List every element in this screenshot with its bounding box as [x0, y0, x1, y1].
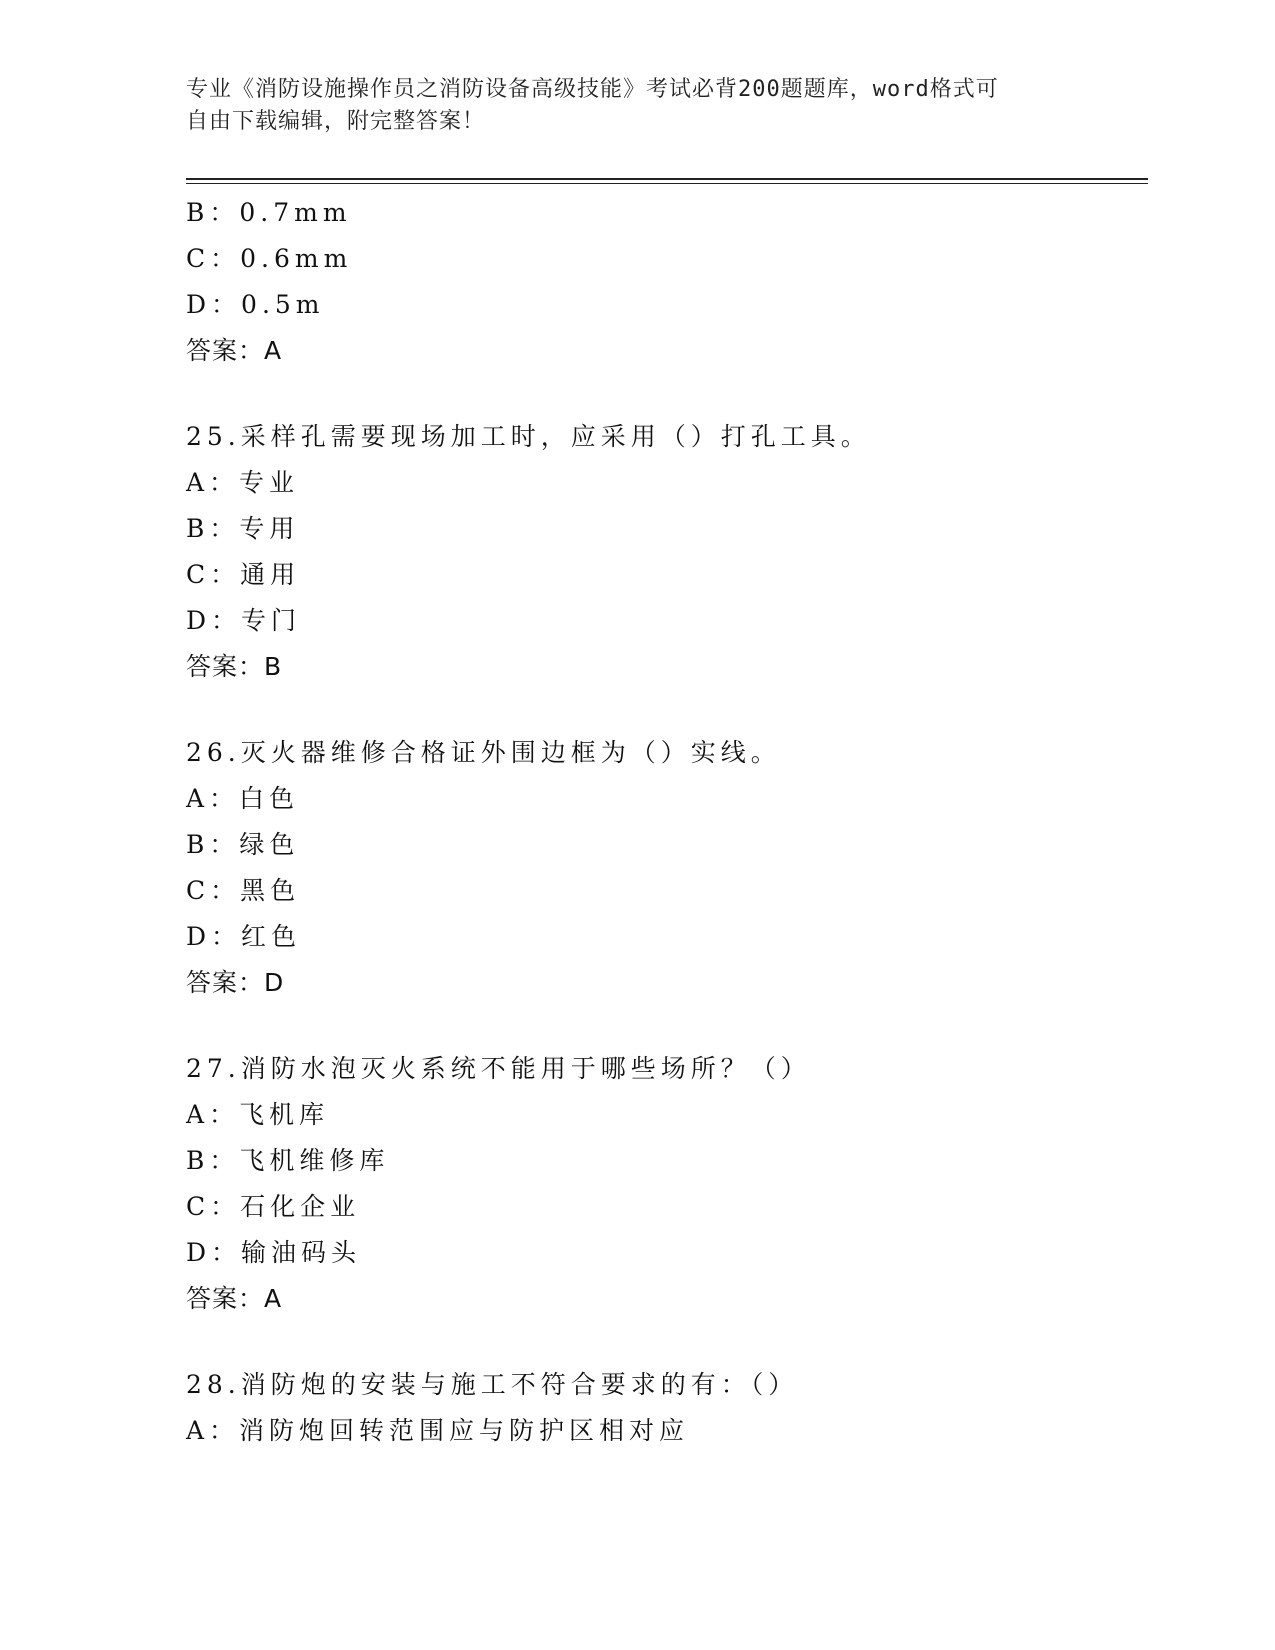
question-25	[186, 414, 1146, 690]
option-c: C：通用	[186, 560, 301, 589]
question-list	[186, 190, 1146, 1454]
page-header	[186, 74, 1066, 138]
question-27	[186, 1046, 1146, 1322]
answer: 答案：A	[186, 336, 283, 365]
option-d: D：红色	[186, 922, 302, 951]
answer: 答案：D	[186, 968, 285, 997]
header-divider-thick	[186, 178, 1148, 180]
option-c: C：0.6mm	[186, 244, 353, 273]
header-divider-thin	[186, 183, 1148, 184]
question-24-continuation	[186, 190, 1146, 374]
option-d: D：0.5m	[186, 290, 325, 319]
option-a: A：专业	[186, 468, 300, 497]
option-d: D：输油码头	[186, 1238, 362, 1267]
question-text: 27.消防水泡灭火系统不能用于哪些场所？（）	[186, 1054, 811, 1083]
option-b: B：绿色	[186, 830, 300, 859]
question-26	[186, 730, 1146, 1006]
option-b: B：0.7mm	[186, 198, 352, 227]
answer: 答案：A	[186, 1284, 283, 1313]
option-c: C：石化企业	[186, 1192, 361, 1221]
option-a: A：消防炮回转范围应与防护区相对应	[186, 1416, 690, 1445]
option-d: D：专门	[186, 606, 302, 635]
option-b: B：飞机维修库	[186, 1146, 390, 1175]
option-c: C：黑色	[186, 876, 301, 905]
option-a: A：白色	[186, 784, 300, 813]
question-28	[186, 1362, 1146, 1454]
question-text: 26.灭火器维修合格证外围边框为（）实线。	[186, 738, 781, 767]
header-line-1: 专业《消防设施操作员之消防设备高级技能》考试必背200题题库，word格式可	[186, 77, 999, 102]
option-a: A：飞机库	[186, 1100, 330, 1129]
question-text: 28.消防炮的安装与施工不符合要求的有：（）	[186, 1370, 799, 1399]
answer: 答案：B	[186, 652, 283, 681]
option-b: B：专用	[186, 514, 300, 543]
question-text: 25.采样孔需要现场加工时，应采用（）打孔工具。	[186, 422, 871, 451]
header-line-2: 自由下载编辑，附完整答案！	[186, 109, 486, 134]
